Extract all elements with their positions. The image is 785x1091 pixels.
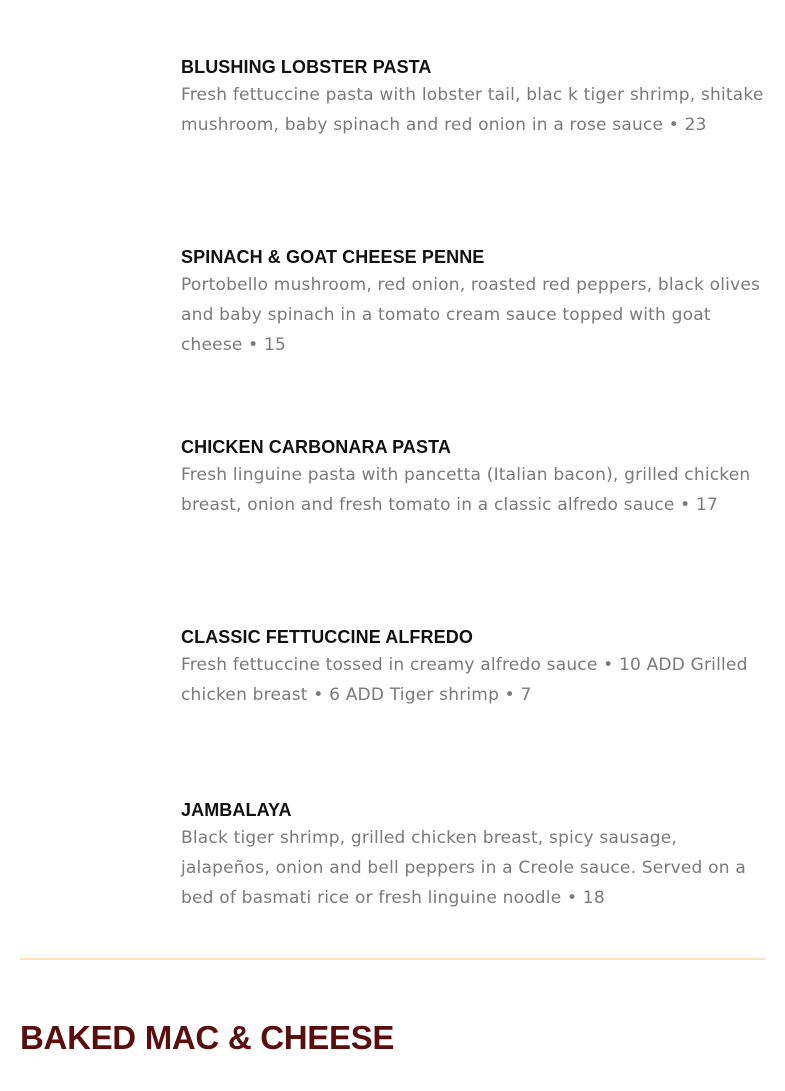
menu-item	[181, 56, 771, 140]
section-divider	[20, 958, 765, 960]
menu-item	[181, 246, 771, 360]
menu-item	[181, 626, 771, 710]
item-name: JAMBALAYA	[181, 800, 292, 820]
menu-item	[181, 436, 771, 520]
section-title: BAKED MAC & CHEESE	[20, 1019, 395, 1056]
item-name: CHICKEN CARBONARA PASTA	[181, 437, 451, 457]
item-description: Portobello mushroom, red onion, roasted red peppers, black olives and baby spinach in a tomato cream sauce topped with goat cheese • 15	[181, 275, 761, 355]
item-name: CLASSIC FETTUCCINE ALFREDO	[181, 627, 473, 647]
menu-item	[181, 799, 771, 913]
item-name: SPINACH & GOAT CHEESE PENNE	[181, 247, 485, 267]
item-description: Black tiger shrimp, grilled chicken breast, spicy sausage, jalapeños, onion and bell peppers in a Creole sauce. Served on a bed of basmati rice or fresh linguine noodle • 18	[181, 828, 746, 908]
item-description: Fresh linguine pasta with pancetta (Italian bacon), grilled chicken breast, onion and fresh tomato in a classic alfredo sauce • 17	[181, 465, 751, 515]
item-description: Fresh fettuccine pasta with lobster tail, blac k tiger shrimp, shitake mushroom, baby spinach and red onion in a rose sauce • 23	[181, 85, 764, 135]
item-name: BLUSHING LOBSTER PASTA	[181, 57, 432, 77]
item-description: Fresh fettuccine tossed in creamy alfredo sauce • 10 ADD Grilled chicken breast • 6 ADD Tiger shrimp • 7	[181, 655, 748, 705]
